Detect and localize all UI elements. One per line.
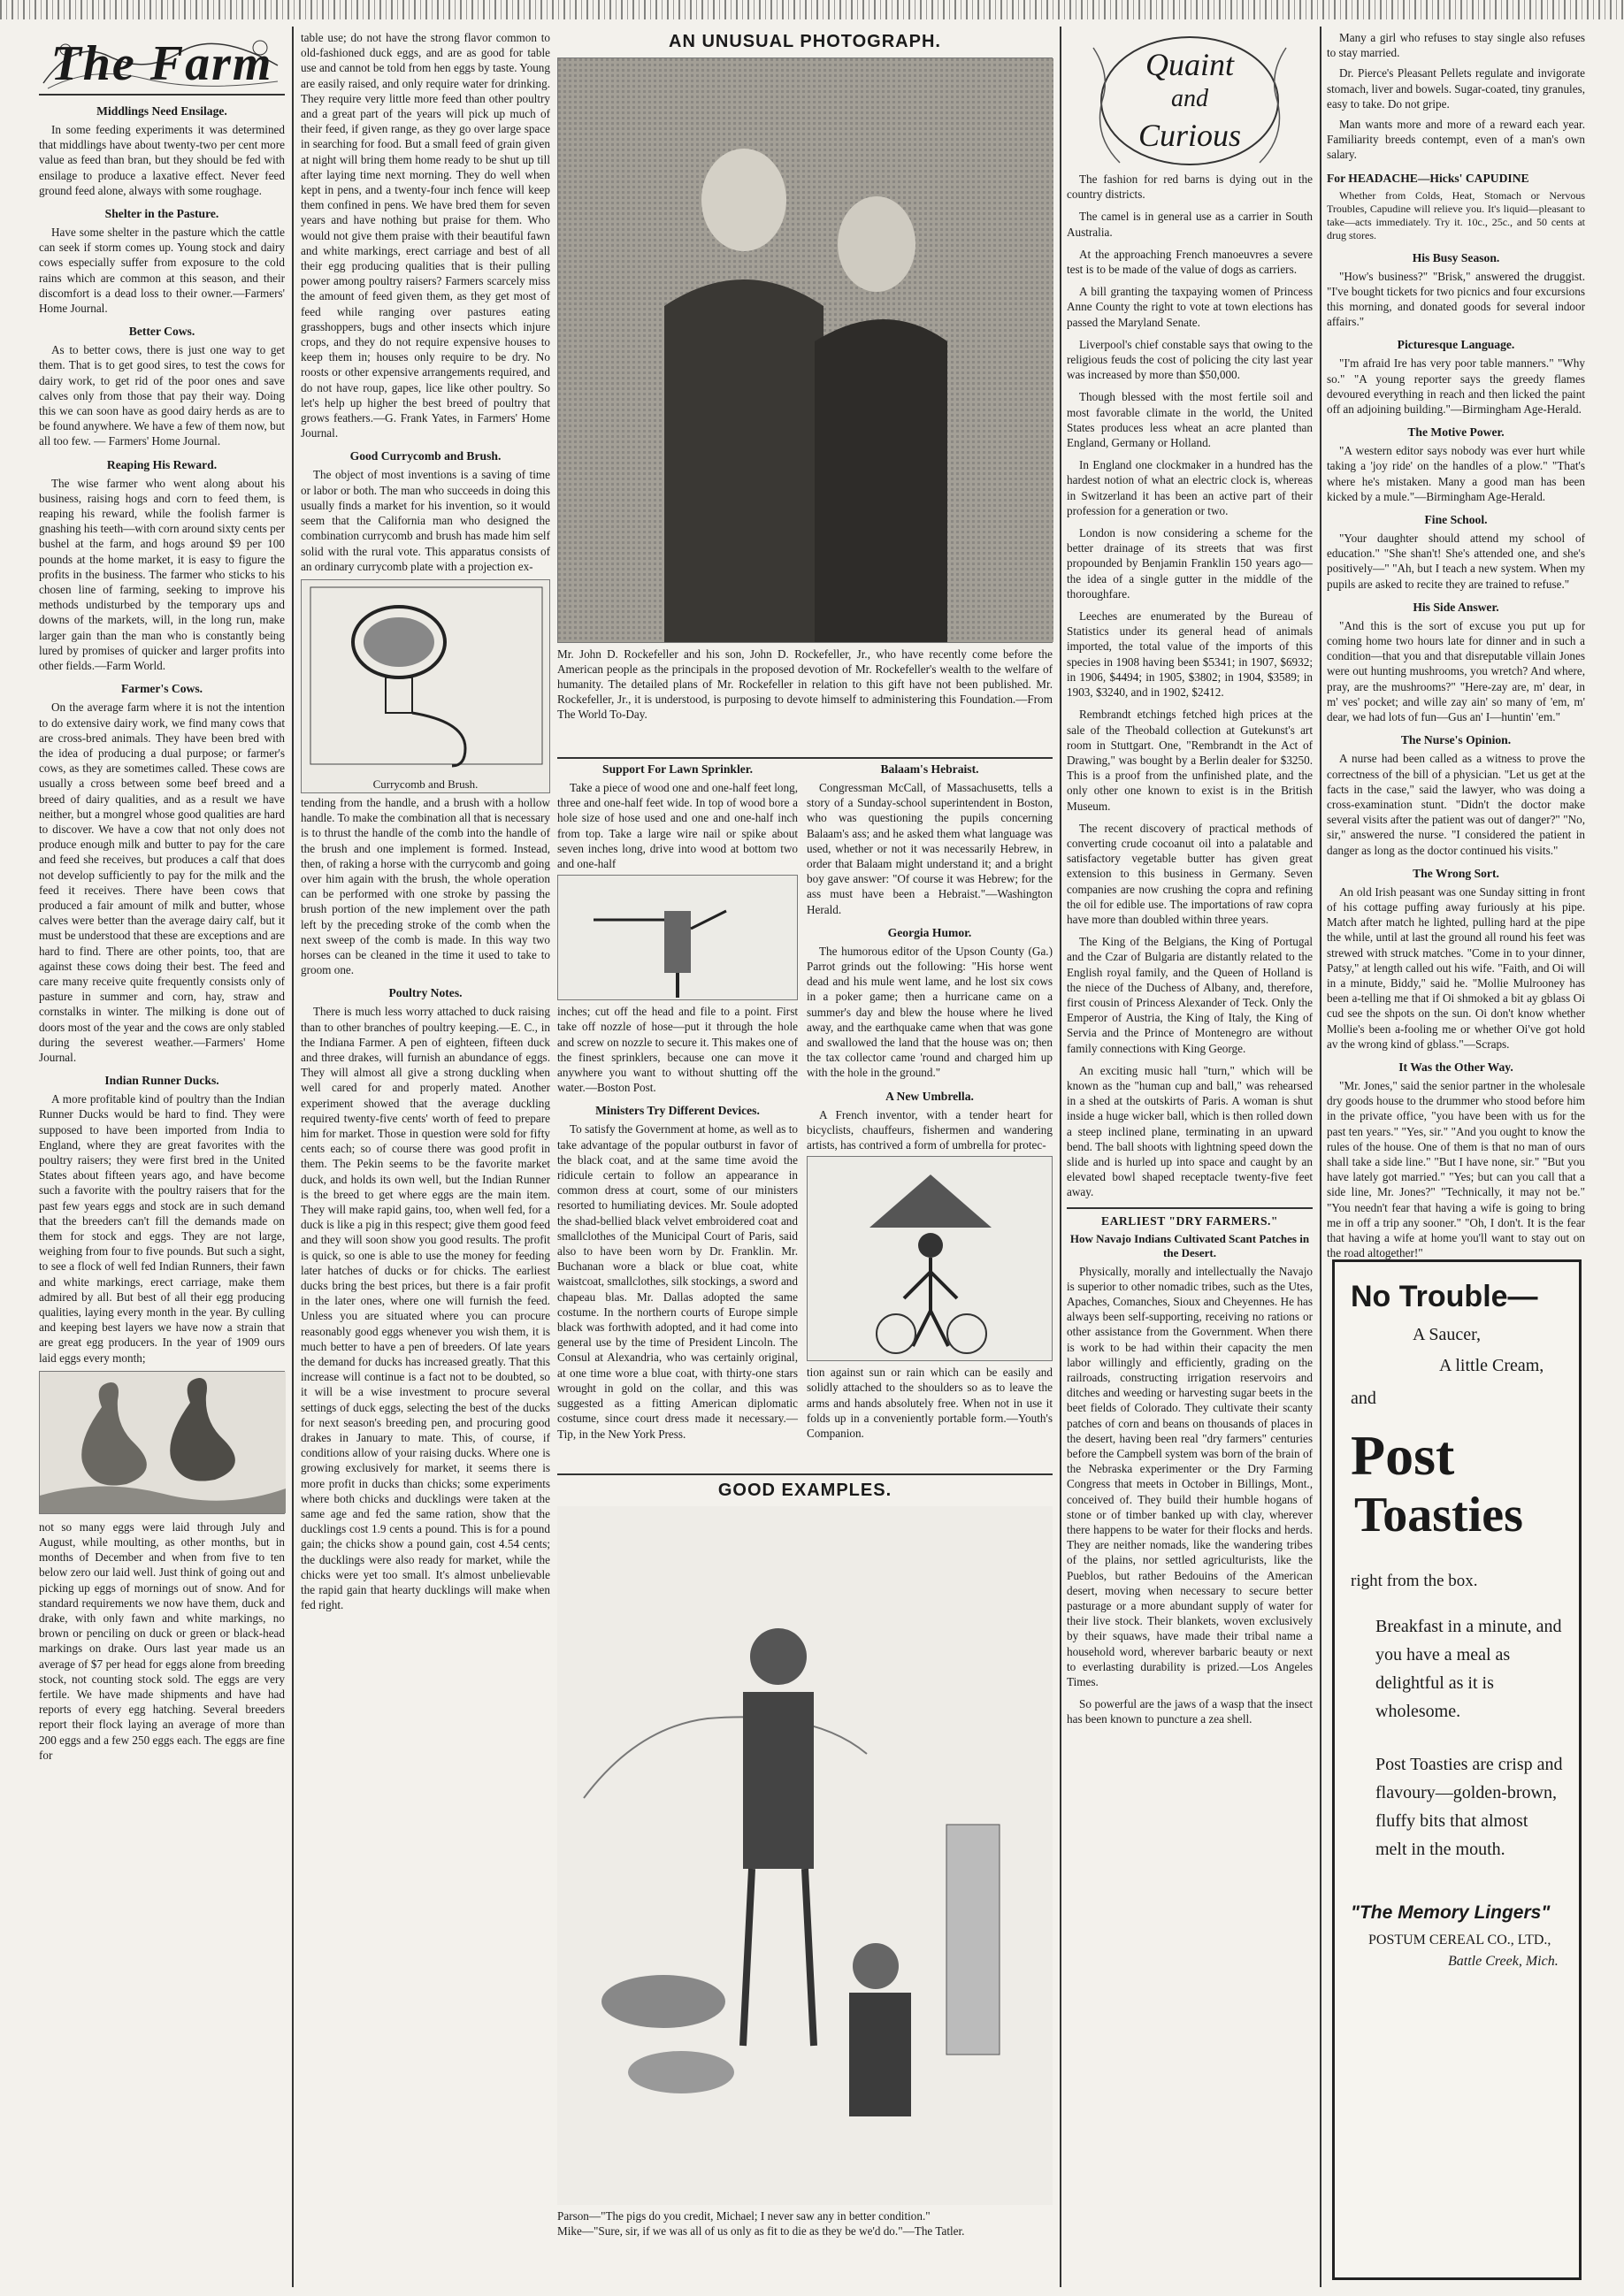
article [807, 1090, 1053, 1153]
article-body: Take a piece of wood one and one-half feet long, three and one-half feet wide. In top of wood bore a hole size of hose used and one and one-half inch from top. Take a large wire nail or spike about seven inches long, drive into wood at bottom two and one-half [557, 781, 798, 871]
currycomb-illustration [301, 579, 550, 793]
ad-brand-toasties: Toasties [1354, 1488, 1523, 1542]
article-heading: Shelter in the Pasture. [104, 207, 219, 221]
article-list [39, 104, 285, 1763]
article-body: tending from the handle, and a brush with a hollow handle. To make the combination all that is necessary is to thrust the handle of the comb into the handle of the brush and one implement is formed. Instead, then, of raking a horse with the currycomb and going over him again with the brush, the whole operation can be performed with one stroke by passing the brush portion of the new implement over the path left by the preceding stroke of the comb when the next sweep of the comb is made. In this way two horses can be cleaned in the time it used to take to groom one. [301, 795, 550, 977]
article-heading: It Was the Other Way. [1398, 1060, 1513, 1074]
ad-body: Post Toasties are crisp and flavoury—golden-brown, fluffy bits that almost melt in the mouth. [1375, 1755, 1563, 1859]
article-body: "And this is the sort of excuse you put up for coming home two hours late for dinner and in such a condition—that you and that disreputable villain Jones were out hunting mushrooms, you wretch? And where, pray, are the mushrooms?" "Here-zay are, m' dear, in m' ves' pocket; and wille zay ain' so many of 'em, m' dear, we had lots of fun—Gus an' I—huntin' 'em." [1327, 618, 1585, 724]
article [39, 458, 285, 674]
quaint-title-2: and [1171, 85, 1208, 112]
section-divider [557, 1473, 1053, 1475]
article-body: Congressman McCall, of Massachusetts, tells a story of a Sunday-school superintendent in Boston, who was questioning the pupils concerning Balaam's ass; and he asked them what language was used, whether or not it was necessarily Hebrew, in order that Balaam might understand it; and a bright boy gave answer: "Of course it was Hebrew; for the ass must have been a Hebraist."—Washington Herald. [807, 781, 1053, 916]
article [807, 762, 1053, 917]
quaint-title-3: Curious [1138, 118, 1242, 153]
article [1327, 1060, 1585, 1260]
rockefeller-photo [557, 57, 1053, 643]
ad-line: right from the box. [1351, 1572, 1478, 1590]
article-body: "A western editor says nobody was ever hurt while taking a 'joy ride' on the handles of a plow." "That's where he's mistaken. Many a good man has been kicked by a mule."—Birmingham Age-Herald. [1327, 444, 1585, 503]
article [1327, 117, 1585, 163]
article [557, 1104, 798, 1441]
cartoon-caption-parson: Parson—"The pigs do you credit, Michael; I never saw any in better condition." [557, 2209, 931, 2223]
article-body: tion against sun or rain which can be easily and solidly attached to the shoulders so as to leave the arms and hands absolutely free. When not in use it folds up in a conveniently portable form.—Youth's Companion. [807, 1366, 1053, 1441]
article-heading: A New Umbrella. [885, 1089, 974, 1103]
article-heading: The Wrong Sort. [1413, 866, 1499, 880]
article-heading: For HEADACHE—Hicks' CAPUDINE [1327, 171, 1529, 185]
article [1327, 513, 1585, 592]
article [1327, 733, 1585, 857]
photo-icon [558, 58, 1053, 642]
article-heading: His Side Answer. [1413, 600, 1499, 614]
article-heading: Reaping His Reward. [106, 457, 218, 471]
column-quaint-and-curious [1067, 30, 1313, 2287]
feature-good-examples [557, 1479, 1053, 2285]
quaint-title-1: Quaint [1145, 47, 1234, 82]
article-heading: EARLIEST "DRY FARMERS." [1101, 1213, 1278, 1228]
article-body: Whether from Colds, Heat, Stomach or Nervous Troubles, Capudine will relieve you. It's liquid—pleasant to take—acts immediately. Try it. 10c., 25c., and 50 cents at drug stores. [1327, 188, 1585, 241]
sprinkler-illustration [557, 875, 798, 1000]
masthead-title: The Farm [50, 36, 273, 91]
list-item: The camel is in general use as a carrier in South Australia. [1067, 210, 1313, 239]
ad-line: A little Cream, [1439, 1356, 1544, 1375]
article [39, 682, 285, 1065]
column-farm [39, 30, 285, 2287]
list-item: Leeches are enumerated by the Bureau of Statistics under its general head of animals imported, the total value of the imports of this species in 1908 having been $5341; in 1907, $6932; in 1906, $4494; in 1905, $3802; in 1904, $3589; in 1903, $3240, and in 1902, $2412. [1067, 609, 1313, 700]
ad-line: A Saucer, [1413, 1325, 1481, 1344]
article-heading: Fine School. [1424, 513, 1488, 527]
figure-caption: Currycomb and Brush. [372, 777, 479, 791]
list-item: At the approaching French manoeuvres a severe test is to be made of the value of dogs as carriers. [1067, 247, 1313, 277]
feature-title: GOOD EXAMPLES. [717, 1481, 892, 1500]
column-rule [1060, 27, 1061, 2287]
article-body: Many a girl who refuses to stay single also refuses to stay married. [1327, 31, 1585, 60]
sprinkler-icon [558, 876, 799, 999]
list-item: The recent discovery of practical methods of converting crude cocoanut oil into a palatable and satisfactory vegetable butter has given great extension to this business in Germany. Seven companies are now crushing the copra and refining the oil for edible use. The importations of raw copra have more than doubled within three years. [1067, 821, 1313, 926]
article-heading: The Nurse's Opinion. [1400, 733, 1512, 747]
ad-slogan: "The Memory Lingers" [1351, 1902, 1551, 1923]
article-heading: Good Currycomb and Brush. [349, 449, 502, 463]
article-heading: Indian Runner Ducks. [104, 1074, 219, 1088]
article-body: An old Irish peasant was one Sunday sitting in front of his cottage puffing away furiously at his pipe. Match after match he lighted, pulling hard at the pipe the while, until at last the ground all round his feet was strewed with struck matches. "Come in to your dinner, Patsy," at length called out his wife. "Faith, and Oi will in a minute, Biddy," said he. "Mollie Mulrooney has been a-telling me that if Oi shmoked a bit ay gblass Oi cud see the shpots on the sun. Oi don't know whether Mollie's been a-fooling me or whether Oi've got hold av the wrong kind of gblass."—Scraps. [1327, 884, 1585, 1051]
article [39, 325, 285, 448]
ad-body: Breakfast in a minute, and you have a meal as delightful as it is wholesome. [1375, 1617, 1562, 1721]
article-subheading: How Navajo Indians Cultivated Scant Patches in the Desert. [1069, 1231, 1310, 1259]
article-heading: Better Cows. [128, 325, 195, 339]
article-heading: Poultry Notes. [388, 986, 463, 1000]
ad-brand-post: Post [1351, 1424, 1455, 1487]
article-body: inches; cut off the head and file to a point. First take off nozzle of hose—put it through the hole and screw on nozzle to secure it. This makes one of the finest sprinklers, because one can move it anywhere you want to without shutting off the water.—Boston Post. [557, 1005, 798, 1095]
humor-list [1327, 30, 1585, 1260]
article-heading: The Motive Power. [1407, 425, 1505, 440]
article-body: "Mr. Jones," said the senior partner in the wholesale dry goods house to the drummer who stood before him in the private office, "you have been with us for the past ten years." "Yes, sir." "And you ought to know the rules of the house. One of them is that no man of ours shall take a side line." "But I have none, sir." "But you have lately got married." "Yes; but can you call that a side line, Mr. Jones?" "Technically, it may not be." "You needn't fear that having a wife is going to bring me in off a trip any sooner." "Oh, I don't. It is the fear that having a wife at home you'll want to stay out on the road altogether!" [1327, 1078, 1585, 1260]
article-body: not so many eggs were laid through July and August, while moulting, as other months, but in months of December and when from five to ten below zero our laid well. Just think of going out and picking up eggs of mornings out of snow. And for standard requirements we now have them, duck and drake, with only fawn and white markings, no brown or penciling on duck or green or black-head markings on drake. Ours last year made us an average of $7 per head for eggs alone from breeding stock, not counting stock sold. The eggs are very fertile. We have made shipments and have had reports of every egg hatching. Several breeders report their flock laying an average of more than 200 eggs and a few 250 eggs each. The eggs are fine for [39, 1519, 285, 1762]
article-heading: Picturesque Language. [1397, 338, 1515, 352]
article [1327, 65, 1585, 111]
list-item: London is now considering a scheme for the better drainage of its streets that was first propounded by Benjamin Franklin 150 years ago—the idea of a single gutter in the middle of the thoroughfare. [1067, 526, 1313, 601]
column-farm-continued [301, 30, 550, 2287]
article [557, 1004, 798, 1095]
divider [1067, 1207, 1313, 1209]
ducks-illustration [39, 1371, 285, 1514]
column-rule [292, 27, 294, 2287]
list-item: Liverpool's chief constable says that owing to the religious feuds the cost of policing the city last year was increased by more than $50,000. [1067, 337, 1313, 382]
dry-farmers-article [1067, 1214, 1313, 1727]
article-heading: Ministers Try Different Devices. [595, 1104, 760, 1118]
umbrella-illustration [807, 1156, 1053, 1361]
masthead [39, 30, 285, 96]
list-item: Though blessed with the most fertile soil and most favorable climate in the world, the United States produces less wheat an acre planted than England, Germany or Holland. [1067, 390, 1313, 450]
parson-and-pigs-icon [557, 1506, 1053, 2205]
article-body: Man wants more and more of a reward each year. Familiarity breeds contempt, even of a man's own salary. [1327, 118, 1585, 162]
article-body: "How's business?" "Brisk," answered the druggist. "I've bought tickets for two picnics and four excursions this morning, and donated goods for several indoor affairs." [1327, 269, 1585, 329]
article [301, 986, 550, 1612]
list-item: The King of the Belgians, the King of Portugal and the Czar of Bulgaria are distantly related to the English royal family, and the Queen of Holland is the niece of the Duchess of Albany, and, therefore, first cousin of Princess Alexander of Teck. Only the Emperor of Austria, the King of Italy, the King of Servia and the Prince of Montenegro are without family connections with King George. [1067, 935, 1313, 1055]
article-body: There is much less worry attached to duck raising than to other branches of poultry keeping.—E. C., in the Indiana Farmer. A pen of eighteen, fifteen duck and three drakes, will furnish an abundance of eggs. They will almost all give a strong duckling when well cared for and properly mated. Another experiment showed that the average duckling required twenty-five cents' worth of feed to prepare him for market. Those in question were sold for fifty cents each; so of course there was good profit in them. The Pekin seems to be the favorite market duck, and holds its own well, but the Indian Runner is the breed to get where eggs are the main item. They will make rapid gains, too, when well fed, for a duck is like a pig in this respect; give them good feed and they will soon show you good results. The profit is quick, so one is able to use the money for feeding later hatches of ducks or for chicks. The earliest ducks bring the best prices, but there is a fair profit in the later ones, where one will furnish the feed. Unless you are situated where you can procure reasonably good eggs whenever you wish them, it is much better to have a pen of breeders. Of late years the demand for ducks has increased greatly. That this increase will continue is a fact not to be doubted, so it will be a wise investment to procure several settings of duck eggs, selecting the best of the ducks for next season's breeding pen, and procuring good drakes in January to mate. This, of course, if conditions allow of your raising ducks. Where one is growing exclusively for market, it seems there is more profit in ducks than chicks; some experiments where both chicks and ducklings were taken at the same age and fed the same ration, show that the ducklings cost 1.9 cents a pound. This is for a pound gain; the chicks show a pound gain, cost 4.54 cents; the ducklings were also ready for market, while the chicks were yet too small. It's almost unbelievable the rapid gain that hearty ducklings will make when fed right. [301, 1005, 550, 1612]
article-body: To satisfy the Government at home, as well as to take advantage of the popular outburst in favor of the black coat, and at the same time avoid the ridicule certain to follow an appearance in common dress at court, some of our ministers resorted to humiliating devices. Mr. Soule adopted the shad-bellied black velvet embroidered coat and smallclothes of the Municipal Court of Paris, said also to have been worn by Dr. Franklin. Mr. Buchanan wore a black or blue coat, white waistcoat, smallclothes, silk stockings, a sword and chapeau blas. Mr. Dallas adopted the same costume. In the northern courts of Europe simple black was forthwith adopted, and it had come into general use by the time of President Lincoln. The Consul at Alexandria, who was certainly original, at one time wore a blue coat, with thirty-one stars wrought in gold on the collar, and this was suggested as a fitting American diplomatic costume, since court dress made it necessary.—Tip, in the New York Press. [557, 1122, 798, 1441]
column-miscellany-a [557, 762, 798, 1470]
ad-city: Battle Creek, Mich. [1448, 1954, 1559, 1969]
ad-company: POSTUM CEREAL CO., LTD., [1368, 1932, 1551, 1948]
feature-photograph [557, 30, 1053, 764]
list-item: The fashion for red barns is dying out in the country districts. [1067, 172, 1313, 202]
article [1327, 251, 1585, 330]
article-heading: Balaam's Hebraist. [880, 762, 979, 776]
article [39, 104, 285, 198]
article-body: In some feeding experiments it was determined that middlings have about twenty-two per cent more value as feed than bran, but they should be fed with ensilage to produce a laxative effect. Never feed ground feed alone, always with some roughage. [39, 123, 285, 197]
article-heading: Georgia Humor. [887, 925, 972, 939]
article [301, 795, 550, 977]
article-body: The object of most inventions is a saving of time or labor or both. The man who succeeds in doing this usually finds a market for his invention, so it would seem that the California man who designed the combination currycomb and brush has made him self solid with the rural vote. This apparatus consists of an ordinary currycomb plate with a projection ex- [301, 468, 550, 573]
article-body: As to better cows, there is just one way to get them. That is to get good sires, to test the cows for dairy work, to get rid of the poor ones and save calves only from those that pay their way. Doing this we can soon have as good dairy herds as are to be found anywhere. We have a few of them now, but all too few. — Farmers' Home Journal. [39, 343, 285, 448]
article [1327, 425, 1585, 504]
list-item: A bill granting the taxpaying women of Princess Anne County the right to vote at town elections has passed the Maryland Senate. [1067, 285, 1313, 329]
article-body: The humorous editor of the Upson County (Ga.) Parrot grinds out the following: "His horse went dead and his mule went lame, and he lost six cows in a poker game; then a hurricane came on a summer's day and blew the house where he lived away, and the earthquake came when that was gone and swallowed the land that the house was on; then the tax collector came 'round and charged him up with the hole in the ground." [807, 944, 1053, 1080]
article-body: A French inventor, with a tender heart for bicyclists, chauffeurs, fishermen and wandering artists, has contrived a form of umbrella for protec- [807, 1107, 1053, 1152]
article-body: table use; do not have the strong flavor common to old-fashioned duck eggs, and are as good for table use and cannot be told from hen eggs by taste. Young are easily raised, and only require water for drinking. They require very little more feed than other poultry and a great part of the years will pick up much of their feed, if given range, as they go over large space in searching for food. But a small feed of grain given at night will bring them home ready to be shut up till after laying time next morning. They do well when kept in pens, and a twenty-four inch fence will keep them confined in pens. We have bred them for seven years and have nothing but praise for them. Who would not give them praise with their beautiful fawn and white markings, erect carriage and best of all their egg producing qualities that is their pulling power among poultry raisers? Farmers scarcely miss the amount of feed given them, as they get most of feed while ranging over pastures eating grasshoppers, bugs and other insects which injure crops, and they do not require expensive houses to keep them in; houses only require to be dry. No roosts or other expensive arrangements required, and do not have roup, gapes, lice like other poultry. So let's help up higher the best breed of poultry that grows feathers.—G. Frank Yates, in Farmers' Home Journal. [301, 31, 550, 440]
article [301, 30, 550, 440]
article-body: A nurse had been called as a witness to prove the correctness of the bill of a physician. "Let us get at the facts in the case," said the lawyer, who was doing a cross-examination stunt. "Didn't the doctor make several visits after the patient was out of danger?" "No, sir," answered the nurse. "I considered the patient in danger as long as the doctor continued his visits." [1327, 752, 1585, 857]
umbrella-icon [808, 1157, 1053, 1360]
column-rule [1320, 27, 1321, 2287]
article-body: A more profitable kind of poultry than the Indian Runner Ducks would be hard to find. They were supposed to have been imported from India to England, where they are great favorites with the poultry raisers; they were first bred in the United States about fifteen years ago, and have become such a favorite with the poultry raisers that for the past few years eggs and stock are in such demand that the breeders can't fill the demands made on them for stock and eggs. They are not large, weighing from four to five pounds. But such a sight, to see a flock of well fed Indian Runners, their fawn and white markings, erect carriage, make them admired by all. But best of all their egg producing qualities, laying every month in the year. By culling and keeping best layers we have now a strain that are great egg producers. In the year of 1909 ours laid eggs every month; [39, 1092, 285, 1365]
cartoon-caption-mike: Mike—"Sure, sir, if we was all of us only as fit to die as they be we'd do."—The Tatler. [557, 2224, 965, 2238]
list-item: An exciting music hall "turn," which will be known as the "human cup and ball," was rehearsed in a shed at the outskirts of Paris. A woman is shut inside a huge wicker ball, which is then rolled down a steep inclined plane, terminating in an upward bend. The ball shoots with lightning speed down the slide and is hurled up into space and caught by an elevated bowl shaped receptacle twenty-five feet away. [1067, 1063, 1313, 1199]
article-body: "I'm afraid Ire has very poor table manners." "Why so." "A young reporter says the greedy flames devoured everything in reach and then licked the paint off an adjoining building."—Birmingham Age-Herald. [1327, 356, 1585, 417]
article [557, 762, 798, 871]
article-heading: Middlings Need Ensilage. [96, 104, 227, 118]
article-body: "Your daughter should attend my school of education." "She shan't! She's attended one, and she's positively—" "Ah, but I teach a new system. When my pupils are asked to recite they are trained to refuse." [1327, 532, 1585, 591]
ad-line: and [1351, 1389, 1376, 1408]
article [1327, 601, 1585, 724]
article [39, 1519, 285, 1763]
article [301, 449, 550, 573]
top-border [0, 0, 1624, 19]
article [1327, 338, 1585, 417]
ducks-icon [40, 1372, 286, 1513]
list-item: Rembrandt etchings fetched high prices at the sale of the Theobald collection at Gutekunst's art room in Stuttgart. One, "Rembrandt in the Act of Drawing," was bought by a Berlin dealer for $3250. This is a proof from the unfinished plate, and the only other one known to exist is in the British Museum. [1067, 708, 1313, 813]
article-trailer: So powerful are the jaws of a wasp that the insect has been known to puncture a zea shell. [1067, 1697, 1313, 1726]
column-miscellany-b [807, 762, 1053, 1470]
article [39, 207, 285, 316]
article-body: Physically, morally and intellectually the Navajo is superior to other nomadic tribes, such as the Utes, Apaches, Comanches, Sioux and Cheyennes. He has always been self-supporting, receiving no rations or other assistance from the Government. When there is work to be had within their capacity the men labor willingly and efficiently, grading on the railroads, constructing irrigation reservoirs and ditches and weeding or harvesting sugar beets in the beet fields of Colorado. They cultivate their scanty patches of corn and beans on thousands of places in the desert, having been real "dry farmers" centuries before the Campbell system was born of the brain of the Nebraska experimenter or the Dry Farming Congress that meets in October in Billings, Mont., conceived of. They build their humble hogans of stone or of timber banked up with clay, wherever there happens to be water for their flocks and herds. They are neither nomads, like the wandering tribes of the plains, nor settled agriculturists, like the Pueblos, but rather Bedouins of the American desert, moving when necessary to secure better pasturage or a more abundant supply of water for their live stock. Their blankets, woven exclusively by their squaws, have made their tribal name a household word, wherever barbaric beauty or next to everlasting durability is prized.—Los Angeles Times. [1067, 1264, 1313, 1689]
good-examples-illustration [557, 1506, 1053, 2205]
article-body: Dr. Pierce's Pleasant Pellets regulate and invigorate stomach, liver and bowels. Sugar-coated, tiny granules, easy to take. Do not gripe. [1327, 66, 1585, 111]
article-heading: Farmer's Cows. [120, 682, 203, 696]
article [1327, 867, 1585, 1052]
item-list [1067, 172, 1313, 1200]
feature-title: AN UNUSUAL PHOTOGRAPH. [669, 32, 941, 51]
currycomb-icon [302, 580, 551, 773]
article-heading: His Busy Season. [1412, 250, 1500, 264]
article [39, 1074, 285, 1366]
article [807, 926, 1053, 1081]
article-heading: Support For Lawn Sprinkler. [602, 762, 753, 776]
section-divider [557, 757, 1053, 759]
photo-caption: Mr. John D. Rockefeller and his son, John D. Rockefeller, Jr., who have recently come before the American people as the principals in the proposed devotion of Mr. Rockefeller's wealth to the welfare of humanity. The detailed plans of Mr. Rockefeller in relation to this gift have not been published. Mr. Rockefeller, Jr., it is understood, is purposing to devote himself to administering this Foundation.—From The World To-Day. [557, 647, 1053, 721]
post-toasties-advertisement [1332, 1259, 1582, 2280]
article [807, 1365, 1053, 1441]
article-body: Have some shelter in the pasture which the cattle can seek if storm comes up. Young stock and dairy cows especially suffer from exposure to the cold rains which are common at this season, and their discomfort is a dead loss to their owner.—Farmers' Home Journal. [39, 226, 285, 316]
quaint-header [1067, 30, 1313, 172]
article-body: On the average farm where it is not the intention to do extensive dairy work, we find many cows that are cross-bred animals. They have been bred with the idea of producing a dual purpose; or farmer's cows, as they are sometimes called. These cows are usually a cross between some beef breed and a breed of dairy qualities, and as a result we have neither, but a mongrel whose good qualities are hard to discover. We have a cow that not only does not produce enough milk and butter to pay for the care and feed she receives, but produces a calf that does not develop sufficiently to pay for the milk and the feed it receives. There have been cows that produced a fair amount of milk and butter, whose calves were better than the average dairy calf, but it must be understood that these are exceptions and are hard to find. There are other points, too, that are against these cows doing their best. The feed and care many receive quite frequently consists only of pasture in summer and corn, hay, straw and cornstalks in winter. The milking is done out of doors most of the year and the cows are only stabled during the severest weather.—Farmers' Home Journal. [39, 700, 285, 1064]
ad-headline: No Trouble— [1351, 1280, 1538, 1313]
list-item: In England one clockmaker in a hundred has the hardest notion of what an electric clock is, whereas in Switzerland it has been an active part of their profession for a generation or two. [1067, 458, 1313, 517]
article [1327, 30, 1585, 60]
article-body: The wise farmer who went along about his business, raising hogs and corn to feed them, is reaping his reward, while the foolish farmer is gnashing his teeth—with corn around sixty cents per bushel at the farm, and hogs around $9 per 100 pounds at the home market, it is easy to figure the profits in the business. The farmer who sticks to his chosen line of farming, seeking to improve his methods undisturbed by the temporary ups and downs of the markets, will, in the long run, make larger gain than the man who is constantly being lured by promises of quicker and larger profits into other fields.—Farm World. [39, 476, 285, 673]
article [1327, 172, 1585, 242]
